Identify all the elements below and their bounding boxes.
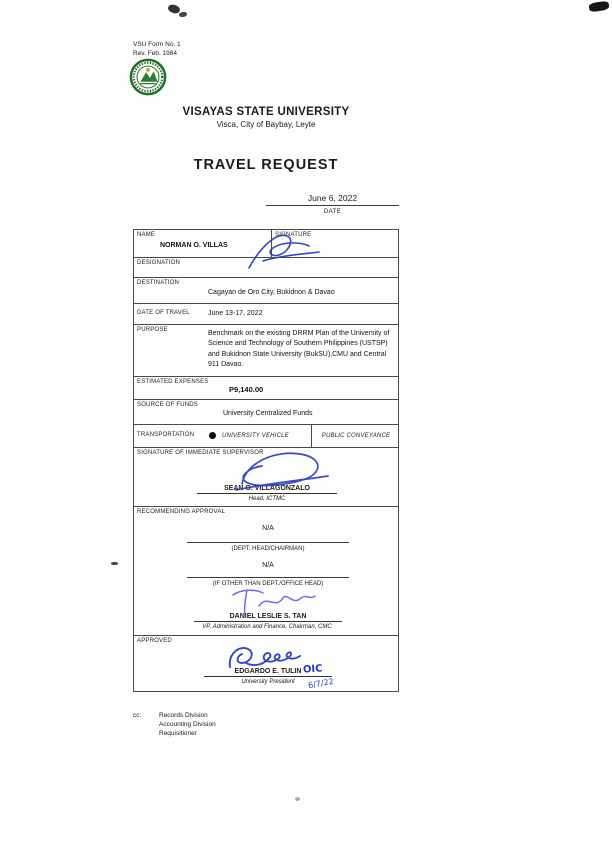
row-designation <box>134 258 398 278</box>
other-head-caption: (IF OTHER THAN DEPT./OFFICE HEAD) <box>212 581 324 587</box>
form-number-line: VSU Form No. 1 <box>133 41 181 48</box>
approving-authority-name: EDGARDO E. TULIN <box>204 668 332 677</box>
transportation-label: TRANSPORTATION <box>137 432 195 438</box>
header-block <box>133 106 399 129</box>
name-signature-divider <box>271 230 272 257</box>
supervisor-name: SEAN O. VILLAGONZALO <box>197 485 337 494</box>
transportation-option-public-conveyance: PUBLIC CONVEYANCE <box>321 433 391 439</box>
recommending-label: RECOMMENDING APPROVAL <box>137 509 226 515</box>
other-head-signature-line <box>187 577 349 578</box>
scan-artifact-margin-dash <box>111 562 118 565</box>
dept-head-signature-line <box>187 542 349 543</box>
recommending-na-dept-head: N/A <box>262 525 274 532</box>
row-approved <box>134 636 398 693</box>
cc-label: cc: <box>133 712 142 719</box>
row-date-of-travel <box>134 304 398 325</box>
name-value: NORMAN O. VILLAS <box>160 242 228 249</box>
oic-handwritten-note: OIC <box>302 663 323 676</box>
form-revision-line: Rev. Feb. 1984 <box>133 50 177 57</box>
date-value: June 6, 2022 <box>266 193 399 206</box>
estimated-expenses-value: P9,140.00 <box>229 385 264 394</box>
row-estimated-expenses <box>134 377 398 400</box>
supervisor-label: SIGNATURE OF IMMEDIATE SUPERVISOR <box>137 450 264 456</box>
purpose-value: Benchmark on the existing DRRM Plan of the University of Science and Technology of Southern Philippines (USTSP) and Bukidnon State University (BukSU),CMU and Central 911 Davao. <box>208 330 390 369</box>
recommending-approver-name: DANIEL LESLIE S. TAN <box>194 613 342 622</box>
name-label: NAME <box>137 232 156 238</box>
signature-label: SIGNATURE <box>275 232 312 238</box>
row-immediate-supervisor <box>134 448 398 507</box>
row-recommending-approval <box>134 507 398 636</box>
filled-radio-icon <box>209 432 216 439</box>
transportation-divider <box>311 425 312 447</box>
scan-artifact-staple-mark-2 <box>179 11 188 17</box>
row-transportation <box>134 425 398 448</box>
row-source-of-funds <box>134 400 398 425</box>
estimated-expenses-label: ESTIMATED EXPENSES <box>137 379 209 385</box>
designation-label: DESIGNATION <box>137 260 181 266</box>
date-of-travel-label: DATE OF TRAVEL <box>137 310 190 316</box>
oic-handwritten-date: 6/7/22 <box>307 676 335 691</box>
row-name-signature <box>134 230 398 258</box>
dept-head-caption: (DEPT. HEAD/CHAIRMAN) <box>231 546 305 552</box>
university-name: VISAYAS STATE UNIVERSITY <box>182 106 350 118</box>
cc-item-requisitioner: Requisitioner <box>159 730 197 737</box>
university-seal-logo <box>129 58 167 96</box>
date-caption: DATE <box>323 209 342 215</box>
date-of-travel-value: June 13-17, 2022 <box>208 310 263 317</box>
row-purpose <box>134 325 398 377</box>
scan-artifact-bottom-dot <box>295 797 300 801</box>
date-block <box>266 193 399 215</box>
document-title: TRAVEL REQUEST <box>193 157 339 173</box>
destination-label: DESTINATION <box>137 280 180 286</box>
scan-artifact-corner-mark <box>588 0 609 12</box>
source-of-funds-label: SOURCE OF FUNDS <box>137 402 199 408</box>
recommending-na-other: N/A <box>262 562 274 569</box>
approving-authority-title: University President <box>241 679 295 685</box>
transportation-option-university-vehicle: UNIVERSITY VEHICLE <box>222 433 289 439</box>
purpose-label: PURPOSE <box>137 327 168 333</box>
row-destination <box>134 278 398 304</box>
destination-value: Cagayan de Oro City, Bukidnon & Davao <box>208 289 335 296</box>
cc-item-records: Records Division <box>159 712 208 719</box>
form-number-block <box>133 40 181 58</box>
approved-label: APPROVED <box>137 638 172 644</box>
travel-request-table <box>133 229 399 692</box>
supervisor-title: Head, ICTMC <box>248 496 286 502</box>
recommending-approver-title: VP, Administration and Finance, Chairman, CMC <box>202 624 332 630</box>
source-of-funds-value: University Centralized Funds <box>223 410 313 417</box>
cc-item-accounting: Accounting Division <box>159 721 216 728</box>
university-address: Visca, City of Baybay, Leyte <box>216 120 316 129</box>
